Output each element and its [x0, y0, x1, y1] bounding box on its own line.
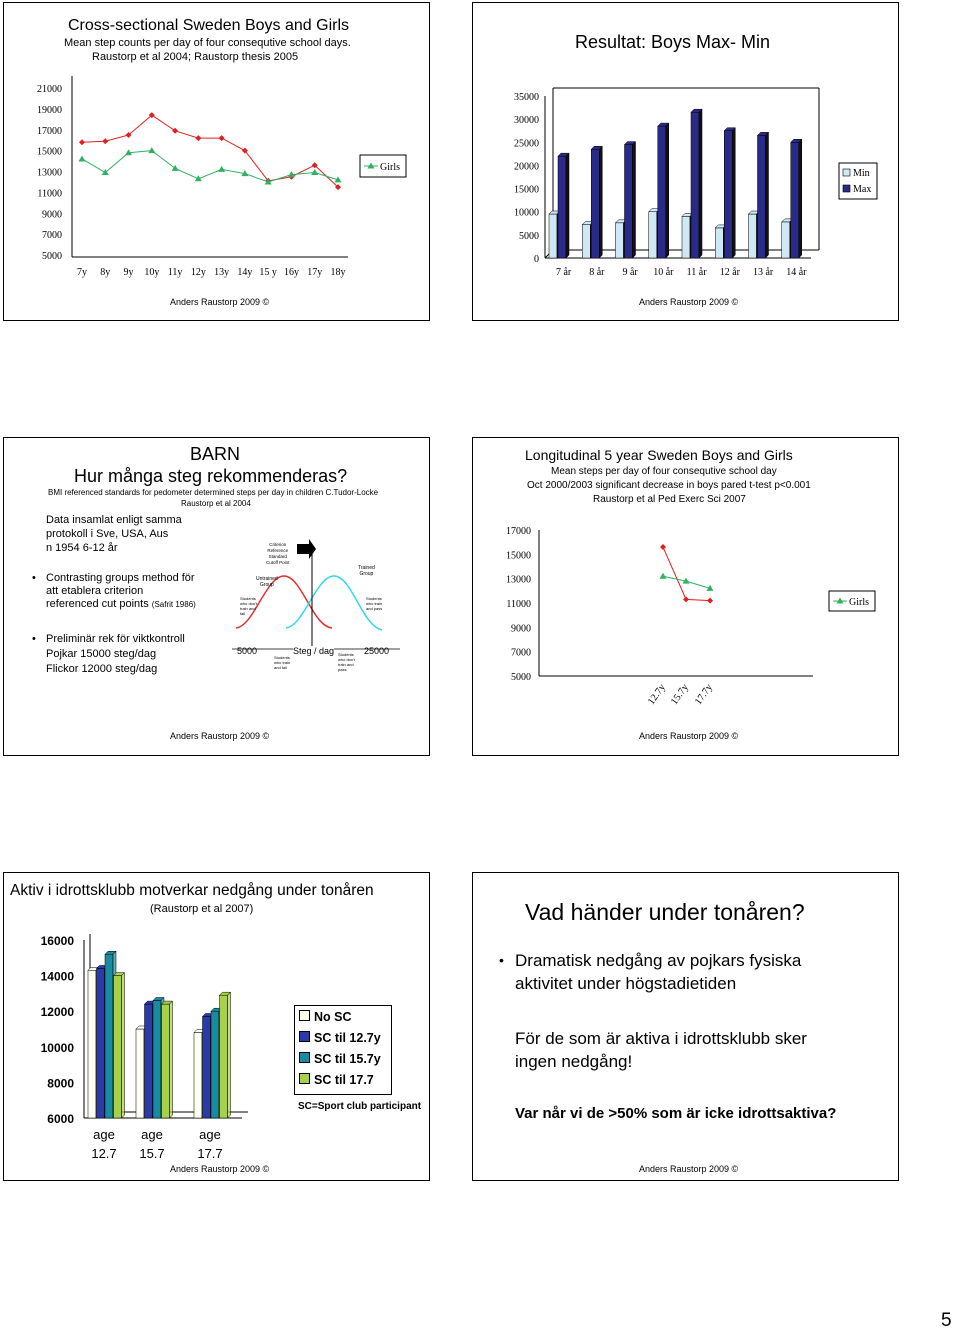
bullet-line: Dramatisk nedgång av pojkars fysiska [515, 951, 802, 970]
data-point [172, 165, 179, 171]
bar [162, 1004, 170, 1118]
x-tick-label: 15.7y [668, 682, 691, 707]
x-tick-label: 14 år [786, 267, 807, 278]
series-line [82, 151, 338, 182]
y-tick-label: 5000 [519, 230, 539, 242]
label-line: fail [240, 611, 246, 616]
x-tick-label: 17.7 [197, 1146, 223, 1161]
mid-right-label [338, 652, 355, 672]
x-tick-label: age [93, 1127, 115, 1142]
y-tick-label: 8000 [47, 1076, 74, 1091]
label-line: pass [338, 667, 347, 672]
legend-label: SC til 12.7y [314, 1031, 381, 1045]
data-point [195, 135, 201, 141]
y-tick-label: 19000 [37, 104, 62, 116]
legend-swatch [843, 185, 850, 192]
slide3-reference: BMI referenced standards for pedometer determined steps per day in children C.Tudor-Locke [48, 488, 379, 497]
y-tick-label: 30000 [514, 115, 539, 127]
y-tick-label: 7000 [42, 230, 62, 242]
label-line: Criterion [269, 542, 287, 547]
x-tick-label: 17.7y [692, 682, 715, 707]
y-tick-label: 9000 [511, 623, 531, 635]
slide1-subtitle-1: Mean step counts per day of four consequtive school days. [64, 37, 351, 49]
bullet-line: Contrasting groups method för [46, 572, 195, 584]
label-line: Reference [267, 548, 289, 553]
label-line: who train [366, 601, 383, 606]
x-tick-label: 8 år [589, 267, 605, 278]
x-tick-label: 13 år [752, 267, 774, 278]
bar [616, 223, 624, 258]
bar [153, 1001, 161, 1118]
y-tick-label: 16000 [40, 934, 74, 948]
x-tick-label: 13y [214, 267, 230, 278]
label-line: Students [338, 652, 354, 657]
bullet-line: Pojkar 15000 steg/dag [46, 648, 157, 660]
slide-cross-sectional [3, 2, 430, 321]
y-tick-label: 14000 [40, 969, 74, 984]
slide1-subtitle-2: Raustorp et al 2004; Raustorp thesis 2005 [92, 51, 299, 63]
label-line: Trained [358, 565, 375, 571]
slide6-para1 [515, 1027, 807, 1073]
bar [549, 214, 557, 258]
axis-label: Steg / dag [293, 646, 335, 656]
y-tick-label: 15000 [506, 550, 531, 562]
y-tick-label: 7000 [511, 647, 531, 659]
series-line [82, 115, 338, 187]
bar [145, 1004, 153, 1118]
bar-side [599, 146, 602, 258]
label-line: and pass [366, 606, 383, 611]
data-point [172, 128, 178, 134]
label-line: Standard [268, 554, 287, 559]
bar [649, 212, 657, 258]
x-tick-label: 10 år [653, 267, 674, 278]
y-tick-label: 35000 [514, 92, 539, 103]
x-tick-label: 16y [283, 267, 299, 278]
y-tick-label: 11000 [506, 599, 531, 610]
axis-min-label: 5000 [237, 646, 258, 656]
legend-label: Min [853, 168, 870, 179]
slide3-title-barn: BARN [190, 444, 241, 464]
y-tick-label: 11000 [37, 188, 62, 200]
data-point [707, 598, 713, 604]
bar-side [566, 153, 569, 258]
legend-label: Max [853, 184, 872, 195]
bullet-line: aktivitet under högstadietiden [515, 974, 737, 993]
x-tick-label: 10y [144, 267, 160, 278]
bar [88, 970, 96, 1118]
slide1-footer: Anders Raustorp 2009 © [170, 297, 270, 307]
trained-label [358, 565, 375, 577]
label-line: train and [338, 662, 354, 667]
bar-side [170, 1001, 173, 1118]
slide-aktiv-idrottsklubb [3, 872, 430, 1181]
bar-side [122, 973, 125, 1118]
data-point [683, 596, 689, 602]
bar [136, 1029, 144, 1118]
label-line: Group [259, 582, 274, 588]
bar [591, 149, 599, 258]
y-tick-label: 10000 [40, 1040, 74, 1055]
label-line: Untrained [256, 576, 278, 582]
data-point [219, 135, 225, 141]
x-tick-label: 9 år [622, 267, 638, 278]
slide1-chart [4, 3, 431, 322]
legend-swatch [299, 1073, 310, 1084]
slide-vad-hander [472, 872, 899, 1181]
legend-label: No SC [314, 1010, 352, 1024]
slide4-sub1: Mean steps per day of four consequtive school day [551, 466, 777, 477]
left-tail-label [240, 596, 257, 616]
legend-label: Girls [380, 162, 400, 173]
slide3-footer: Anders Raustorp 2009 © [170, 731, 270, 741]
para-line: Data insamlat enligt samma [46, 514, 182, 526]
bar-side [666, 123, 669, 258]
y-tick-label: 12000 [40, 1005, 74, 1020]
x-tick-label: 12.7 [91, 1146, 117, 1161]
bar [715, 228, 723, 258]
label-line: Students [240, 596, 256, 601]
slide3-reference-2: Raustorp et al 2004 [181, 499, 251, 508]
series-line [663, 547, 710, 601]
bar [791, 142, 799, 258]
legend-swatch [299, 1010, 310, 1021]
y-tick-label: 21000 [37, 84, 62, 95]
bar [749, 214, 757, 258]
slide3-title-question: Hur många steg rekommenderas? [74, 466, 348, 486]
bar [582, 225, 590, 258]
label-line: Students [274, 655, 290, 660]
bar [211, 1011, 219, 1118]
slide-longitudinal [472, 437, 899, 756]
x-tick-label: 11y [167, 267, 183, 278]
y-tick-label: 17000 [37, 125, 62, 137]
y-tick-label: 25000 [514, 138, 539, 150]
bullet-line: Preliminär rek för viktkontroll [46, 633, 185, 645]
slide5-note: SC=Sport club participant [298, 1101, 422, 1112]
bar [114, 976, 122, 1118]
legend-item [299, 1031, 381, 1045]
bar [194, 1033, 202, 1118]
bar [691, 112, 699, 258]
slide5-subtitle: (Raustorp et al 2007) [150, 903, 254, 915]
axis-max-label: 25000 [364, 646, 390, 656]
slide4-footer: Anders Raustorp 2009 © [639, 731, 739, 741]
legend-label: SC til 15.7y [314, 1052, 381, 1066]
para-line: För de som är aktiva i idrottsklubb sker [515, 1029, 807, 1048]
bullet-line: Flickor 12000 steg/dag [46, 663, 158, 675]
label-line: Cutoff Point [266, 560, 290, 565]
y-tick-label: 0 [534, 254, 539, 265]
slide4-sub3: Raustorp et al Ped Exerc Sci 2007 [593, 494, 746, 505]
para-line: ingen nedgång! [515, 1052, 633, 1071]
x-tick-label: 7 år [555, 267, 572, 278]
data-point [102, 138, 108, 144]
para-line: n 1954 6-12 år [46, 542, 118, 554]
bullet-dot: • [32, 572, 36, 584]
legend-label: SC til 17.7 [314, 1073, 374, 1087]
legend-swatch [843, 169, 850, 176]
data-point [148, 147, 155, 153]
slide2-title: Resultat: Boys Max- Min [575, 32, 771, 52]
slide4-sub2: Oct 2000/2003 significant decrease in boys pared t-test p<0.001 [527, 480, 811, 491]
legend-item [299, 1010, 352, 1024]
y-tick-label: 20000 [514, 161, 539, 173]
x-tick-label: 11 år [686, 267, 707, 278]
x-tick-label: 15.7 [139, 1146, 165, 1161]
bar [682, 216, 690, 258]
bullet-line: att etablera criterion [46, 585, 144, 597]
bar [658, 126, 666, 258]
page-number: 5 [941, 1310, 952, 1331]
mid-left-label [274, 655, 290, 670]
label-line: Group [359, 571, 374, 577]
bar [220, 995, 228, 1118]
criterion-label [266, 542, 289, 566]
slide6-bullet [499, 949, 801, 995]
y-tick-label: 13000 [506, 574, 531, 586]
y-tick-label: 15000 [37, 146, 62, 158]
bar [97, 968, 105, 1118]
slide6-title: Vad händer under tonåren? [525, 899, 805, 925]
bar-side [732, 128, 735, 258]
x-tick-label: 9y [123, 267, 134, 278]
bullet-line: referenced cut points [46, 598, 149, 610]
slide5-legend [294, 1005, 392, 1095]
data-point [660, 544, 666, 550]
legend-label: Girls [849, 597, 869, 608]
slide4-title: Longitudinal 5 year Sweden Boys and Girls [525, 447, 793, 463]
x-tick-label: 12 år [719, 267, 741, 278]
y-tick-label: 5000 [42, 251, 62, 262]
cutoff-arrow [297, 539, 316, 559]
bar [724, 131, 732, 258]
x-tick-label: 17y [307, 267, 323, 278]
legend-swatch [299, 1031, 310, 1042]
x-tick-label: 7y [77, 267, 87, 278]
label-line: Students [366, 596, 382, 601]
x-tick-label: 8y [100, 267, 111, 278]
x-tick-label: 15 y [259, 267, 277, 278]
slide2-footer: Anders Raustorp 2009 © [639, 297, 739, 307]
right-tail-label [366, 596, 382, 611]
x-tick-label: 14y [237, 267, 253, 278]
y-tick-label: 17000 [506, 526, 531, 537]
y-tick-label: 9000 [42, 209, 62, 221]
bar [558, 156, 566, 258]
para-line: protokoll i Sve, USA, Aus [46, 528, 169, 540]
y-tick-label: 10000 [514, 207, 539, 219]
data-point [311, 169, 318, 175]
bar [782, 222, 790, 258]
x-tick-label: age [141, 1127, 163, 1142]
bar-side [699, 109, 702, 258]
slide4-chart [473, 438, 900, 757]
bar-side [228, 992, 231, 1118]
bar [758, 135, 766, 258]
bar [203, 1017, 211, 1118]
slide5-footer: Anders Raustorp 2009 © [170, 1164, 270, 1174]
slide-boys-max-min [472, 2, 899, 321]
slide2-chart [473, 3, 900, 322]
y-tick-label: 6000 [47, 1112, 74, 1126]
slide6-para2: Var når vi de >50% som är icke idrottsaktiva? [515, 1105, 837, 1122]
x-tick-label: 12.7y [645, 682, 668, 707]
bar-side [633, 142, 636, 258]
data-point [79, 155, 86, 161]
data-point [218, 166, 225, 172]
y-tick-label: 15000 [514, 184, 539, 196]
x-tick-label: age [199, 1127, 221, 1142]
label-line: who train [274, 660, 291, 665]
x-tick-label: 12y [190, 267, 206, 278]
legend-item [299, 1052, 381, 1066]
bullet-dot: • [32, 633, 36, 645]
label-line: who don't [338, 657, 355, 662]
y-tick-label: 5000 [511, 672, 531, 683]
y-tick-label: 13000 [37, 167, 62, 179]
bullet-dot: • [499, 952, 504, 968]
legend-swatch [299, 1052, 310, 1063]
legend-item [299, 1073, 374, 1087]
bar-side [799, 139, 802, 258]
bar-side [766, 132, 769, 258]
data-point [660, 573, 667, 579]
bullet-citation: (Safrit 1986) [151, 600, 196, 609]
untrained-label [256, 576, 278, 588]
slide-barn [3, 437, 430, 756]
bar [625, 145, 633, 258]
slide1-title: Cross-sectional Sweden Boys and Girls [68, 17, 350, 34]
slide5-title: Aktiv i idrottsklubb motverkar nedgång under tonåren [10, 882, 374, 899]
data-point [79, 139, 85, 145]
bar [105, 954, 113, 1118]
slide6-footer: Anders Raustorp 2009 © [639, 1164, 739, 1174]
x-tick-label: 18y [330, 267, 346, 278]
label-line: and fail [274, 665, 287, 670]
label-line: train and [240, 606, 256, 611]
label-line: who don't [240, 601, 257, 606]
